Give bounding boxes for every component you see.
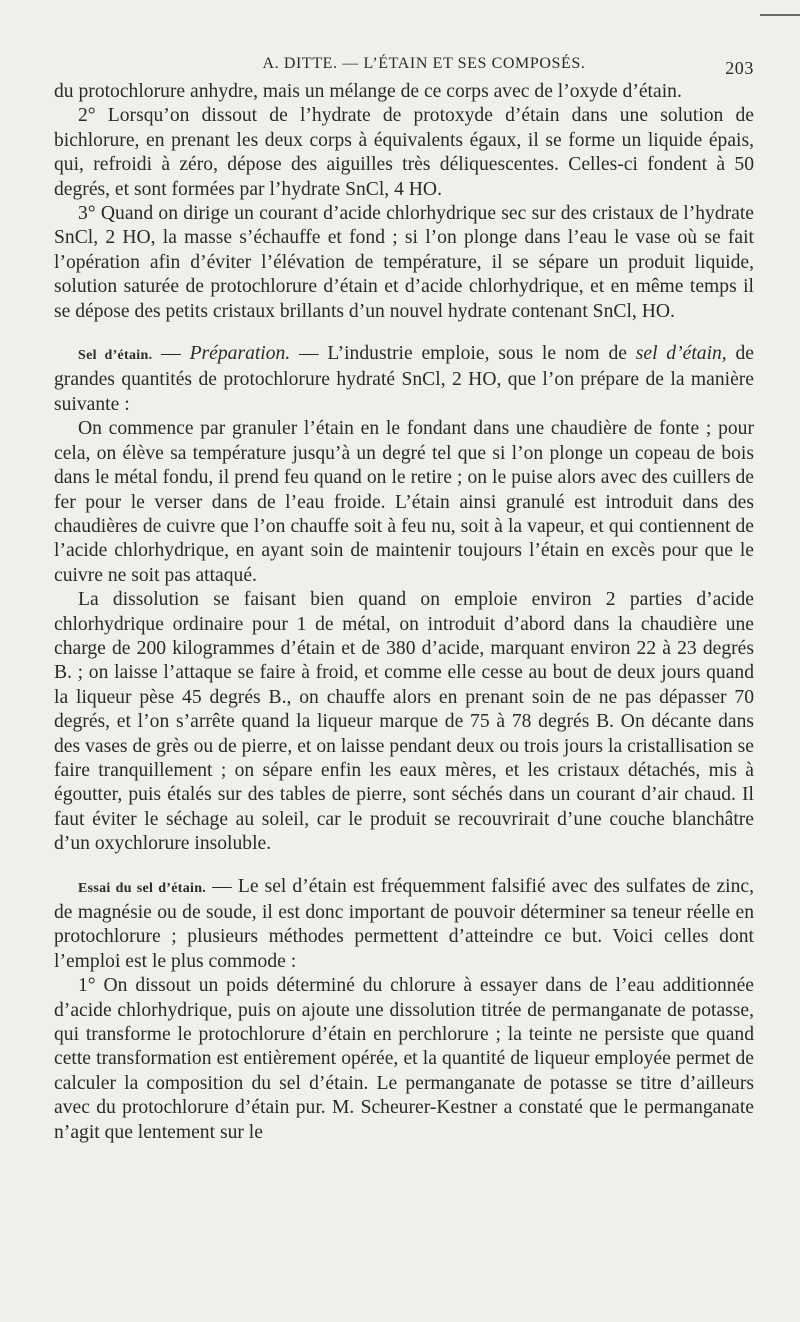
running-header: [54, 52, 754, 80]
paragraph-sel-etain: [54, 342, 754, 417]
sel-text-1: — L’industrie emploie, sous le nom de: [290, 343, 636, 365]
paragraph-essai: [54, 875, 754, 975]
section-heading-essai: Essai du sel d’étain.: [78, 880, 207, 896]
paragraph-3: 3° Quand on dirige un courant d’acide chlorhydrique sec sur des cristaux de l’hydrate SnCl, 2 HO, la masse s’échauffe et fond ; si l’on plonge dans l’eau le vase où se fait l’opération afin d’éviter l’élévation de température, il se sépare un produit liquide, solution saturée de protochlorure d’étain et d’acide chlorhydrique, et en même temps il se dépose des petits cristaux brillants d’un nouvel hydrate contenant SnCl, HO.: [54, 203, 754, 322]
sel-text-2: de grandes quantités de protochlorure hydraté SnCl, 2 HO, que l’on prépare de la manière suivante :: [54, 343, 754, 415]
page-body: [54, 52, 754, 1145]
running-title: A. DITTE. — L’ÉTAIN ET SES COMPOSÉS.: [262, 55, 586, 72]
paragraph-continuation: du protochlorure anhydre, mais un mélange de ce corps avec de l’oxyde d’étain.: [54, 81, 682, 102]
essai-text: — Le sel d’étain est fréquemment falsifié avec des sulfates de zinc, de magnésie ou de soude, il est donc important de pouvoir déterminer sa teneur réelle en protochlorure ; plusieurs méthodes permettent d’atteindre ce but. Voici celles dont l’emploi est le plus commode :: [54, 875, 754, 972]
page-corner-mark: [760, 0, 800, 16]
sel-term: sel d’étain,: [635, 343, 727, 365]
subheading-preparation: Préparation.: [189, 343, 291, 365]
paragraph-8: 1° On dissout un poids déterminé du chlorure à essayer dans de l’eau additionnée d’acide chlorhydrique, puis on ajoute une dissolution titrée de permanganate de potasse, qui transforme le protochlorure d’étain en perchlorure ; la teinte ne persiste que quand cette transformation est entièrement opérée, et la quantité de liqueur employée permet de calculer la composition du sel d’étain. Le permanganate de potasse se titre d’ailleurs avec du protochlorure d’étain pur. M. Scheurer-Kestner a constaté que le permanganate n’agit que lentement sur le: [54, 975, 754, 1143]
section-heading-sel-etain: Sel d’étain.: [78, 348, 153, 364]
dash: —: [152, 343, 190, 365]
paragraph-5: On commence par granuler l’étain en le fondant dans une chaudière de fonte ; pour cela, on élève sa température jusqu’à un degré tel que si l’on plonge un copeau de bois dans le métal fondu, il prend feu quand on le retire ; on le puise alors avec des cuillers de fer pour le verser dans de l’eau froide. L’étain ainsi granulé est introduit dans des chaudières de cuivre que l’on chauffe soit à feu nu, soit à la vapeur, et qui contiennent de l’acide chlorhydrique, en ayant soin de maintenir toujours l’étain en excès pour que le cuivre ne soit pas attaqué.: [54, 418, 754, 586]
paragraph-6: La dissolution se faisant bien quand on emploie environ 2 parties d’acide chlorhydrique ordinaire pour 1 de métal, on introduit d’abord dans la chaudière une charge de 200 kilogrammes d’étain et de 380 d’acide, marquant environ 22 à 23 degrés B. ; on laisse l’attaque se faire à froid, et comme elle cesse au bout de deux jours quand la liqueur pèse 45 degrés B., on chauffe alors en prenant soin de ne pas dépasser 70 degrés, et l’on s’arrête quand la liqueur marque de 75 à 78 degrés B. On décante dans des vases de grès ou de pierre, et on laisse pendant deux ou trois jours la cristallisation se faire tranquillement ; on sépare enfin les eaux mères, et les cristaux détachés, mis à égoutter, puis étalés sur des tables de pierre, sont séchés dans un courant d’air chaud. Il faut éviter le séchage au soleil, car le produit se recouvrirait d’une couche blanchâtre d’un oxychlorure insoluble.: [54, 589, 754, 855]
page-number: 203: [725, 58, 754, 78]
paragraph-2: 2° Lorsqu’on dissout de l’hydrate de protoxyde d’étain dans une solution de bichlorure, en prenant les deux corps à équivalents égaux, il se forme un liquide épais, qui, refroidi à zéro, dépose des aiguilles très déliquescentes. Celles-ci fondent à 50 degrés, et sont formées par l’hydrate SnCl, 4 HO.: [54, 105, 754, 200]
